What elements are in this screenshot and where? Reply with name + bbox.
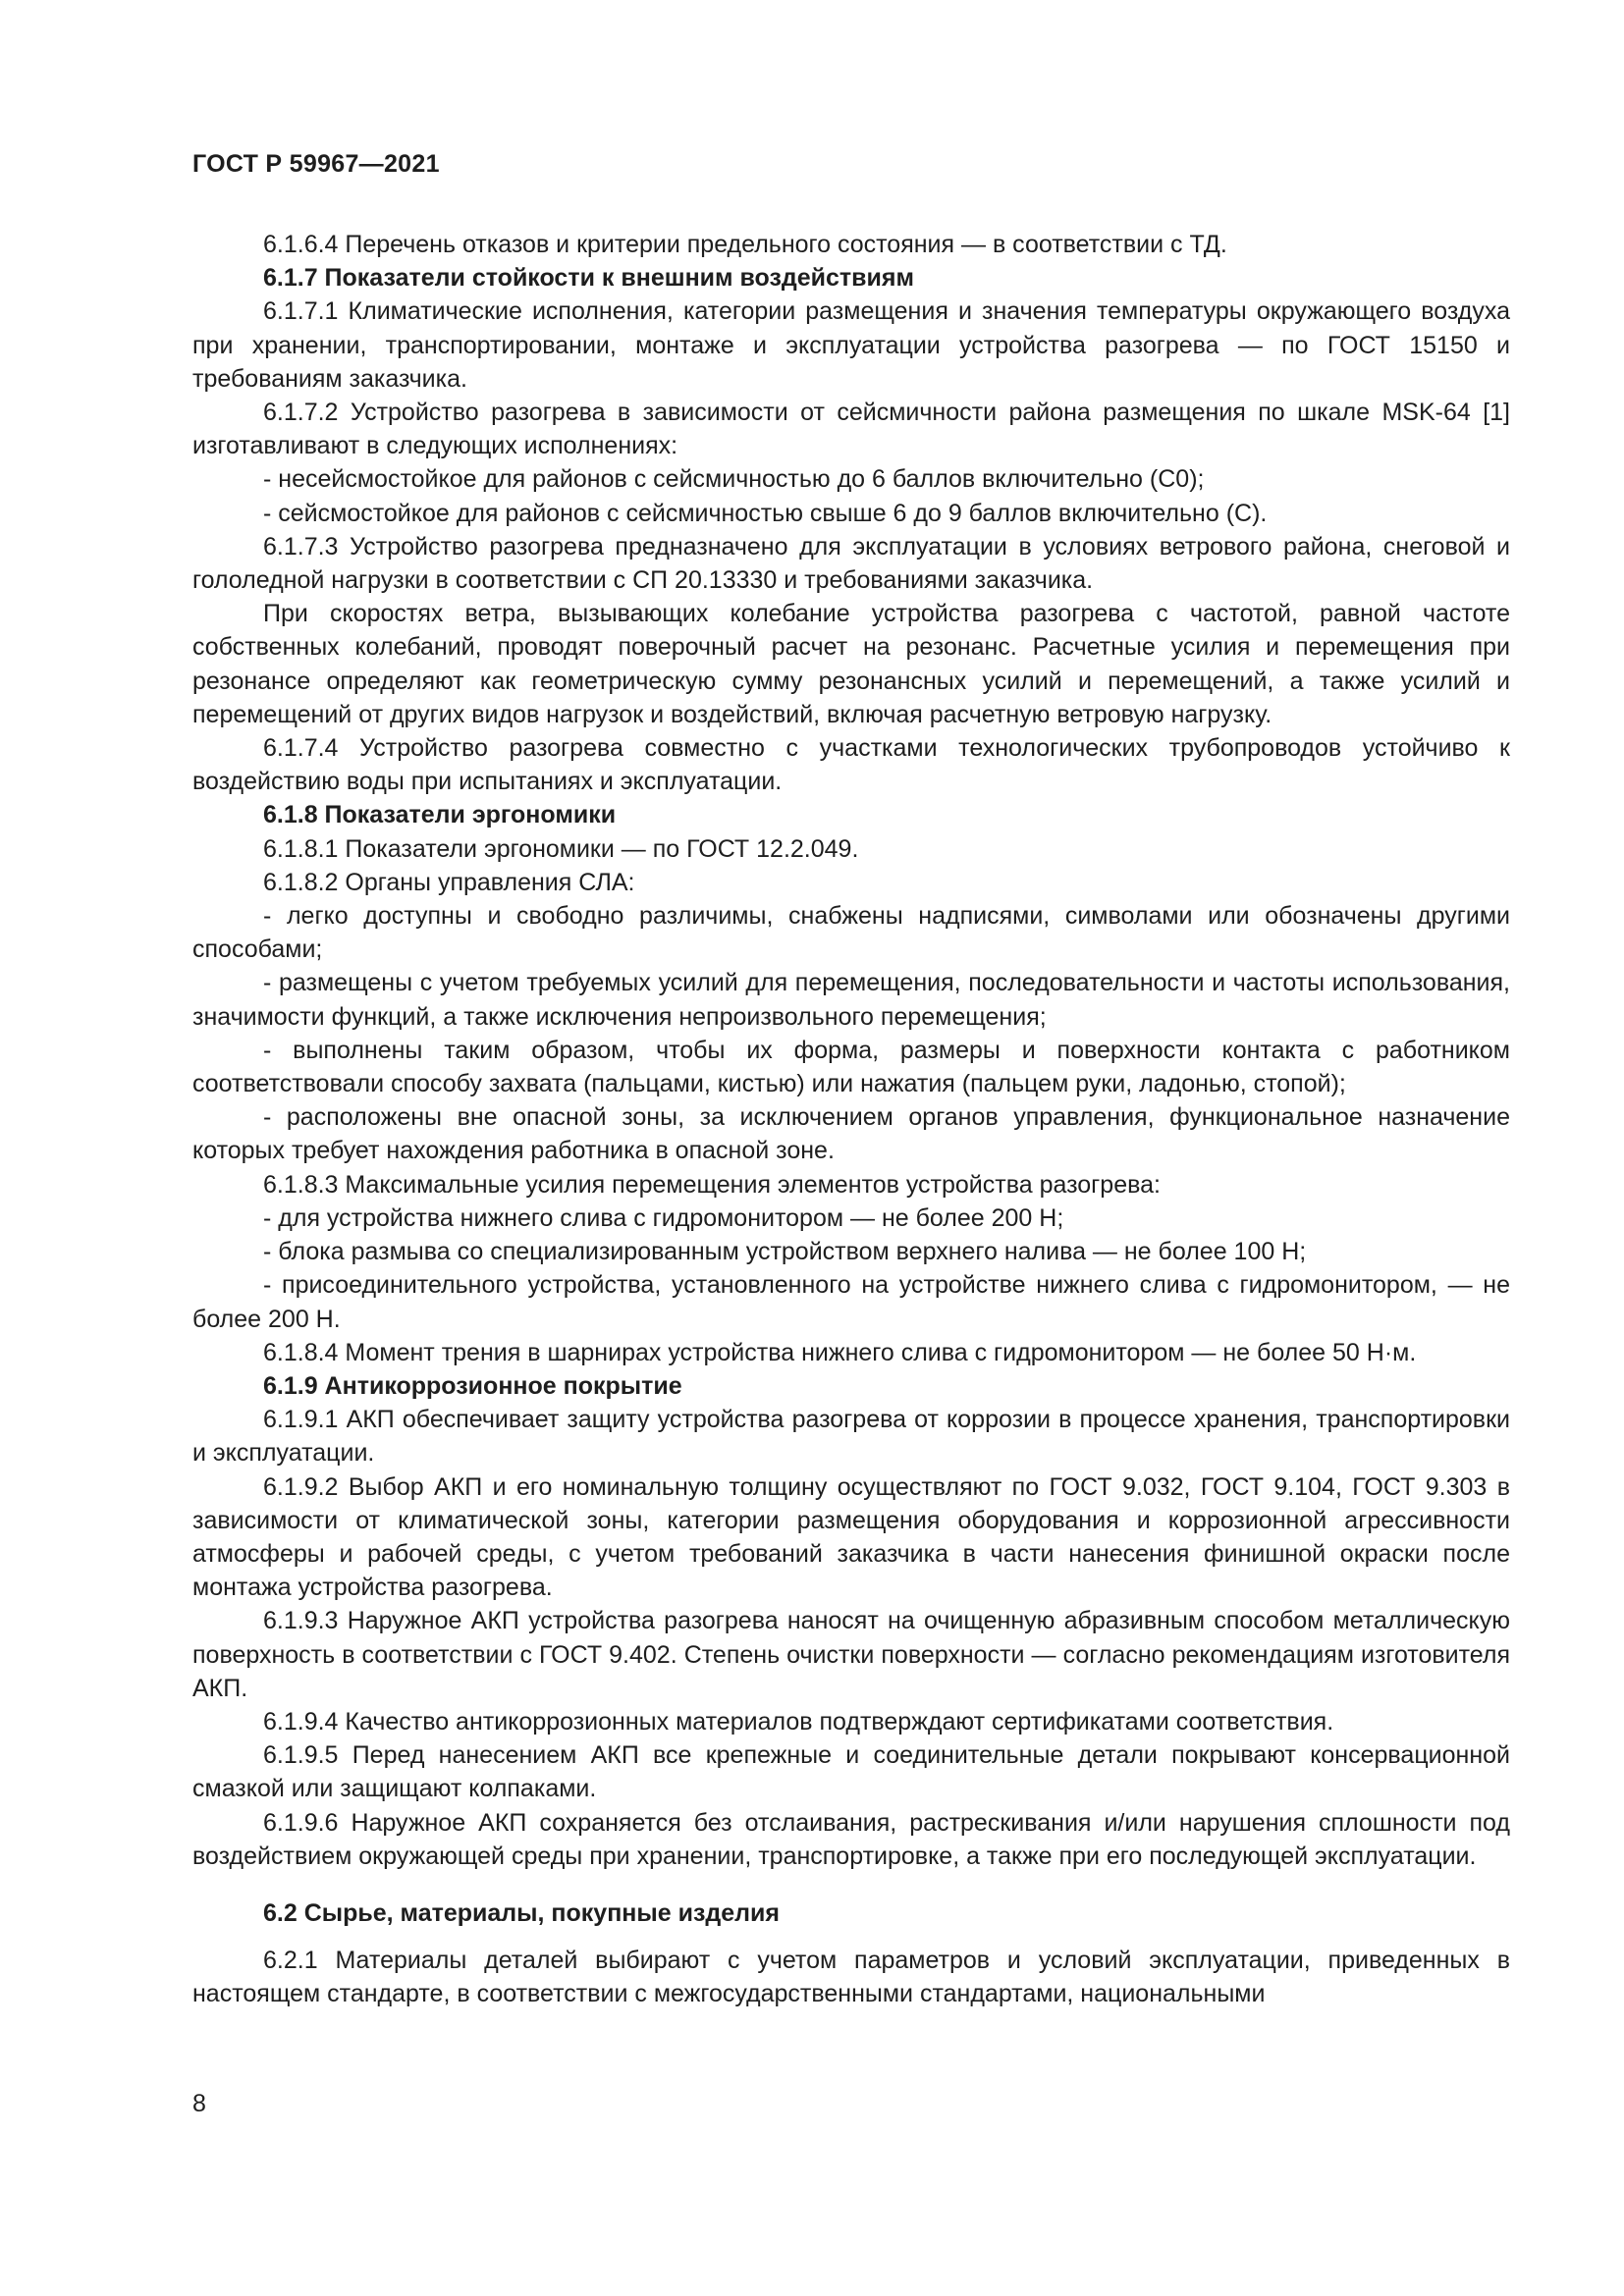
list-item: - блока размыва со специализированным устройством верхнего налива — не более 100 Н;	[263, 1238, 1307, 1266]
paragraph: 6.1.9.1 АКП обеспечивает защиту устройства разогрева от коррозии в процессе хранения, транспортировки и эксплуатации.	[192, 1406, 1510, 1468]
document-header: ГОСТ Р 59967—2021	[192, 150, 440, 178]
section-heading: 6.1.9 Антикоррозионное покрытие	[263, 1371, 682, 1400]
paragraph: 6.1.6.4 Перечень отказов и критерии предельного состояния — в соответствии с ТД.	[263, 231, 1227, 258]
paragraph: 6.1.8.2 Органы управления СЛА:	[263, 868, 635, 896]
list-item: - сейсмостойкое для районов с сейсмичностью свыше 6 до 9 баллов включительно (С).	[263, 499, 1268, 527]
list-item: - присоединительного устройства, установленного на устройстве нижнего слива с гидромонитором, — не более 200 Н.	[192, 1271, 1510, 1333]
paragraph: 6.1.7.2 Устройство разогрева в зависимости от сейсмичности района размещения по шкале MSK-64 [1] изготавливают в следующих исполнениях:	[192, 399, 1510, 460]
paragraph: 6.1.8.1 Показатели эргономики — по ГОСТ 12.2.049.	[263, 834, 859, 863]
paragraph: 6.1.8.4 Момент трения в шарнирах устройства нижнего слива с гидромонитором — не более 50 Н·м.	[263, 1338, 1417, 1366]
list-item: - несейсмостойкое для районов с сейсмичностью до 6 баллов включительно (С0);	[263, 465, 1205, 494]
list-item: - для устройства нижнего слива с гидромонитором — не более 200 Н;	[263, 1203, 1064, 1232]
paragraph: При скоростях ветра, вызывающих колебание устройства разогрева с частотой, равной частоте собственных колебаний, проводят поверочный расчет на резонанс. Расчетные усилия и перемещения при резонансе определяют как геометрическую сумму резонансных усилий и перемещений, а также усилий и перемещений от других видов нагрузок и воздействий, включая расчетную ветровую нагрузку.	[192, 600, 1510, 728]
section-heading: 6.2 Сырье, материалы, покупные изделия	[263, 1898, 781, 1927]
paragraph: 6.1.9.6 Наружное АКП сохраняется без отслаивания, растрескивания и/или нарушения сплошности под воздействием окружающей среды при хранении, транспортировке, а также при его последующей эксплуатации.	[192, 1808, 1510, 1870]
list-item: - выполнены таким образом, чтобы их форма, размеры и поверхности контакта с работником соответствовали способу захвата (пальцами, кистью) или нажатия (пальцем руки, ладонью, стопой);	[192, 1036, 1510, 1098]
list-item: - расположены вне опасной зоны, за исключением органов управления, функциональное назначение которых требует нахождения работника в опасной зоне.	[192, 1103, 1510, 1165]
paragraph: 6.1.7.1 Климатические исполнения, категории размещения и значения температуры окружающего воздуха при хранении, транспортировании, монтаже и эксплуатации устройства разогрева — по ГОСТ 15150 и требованиям заказчика.	[192, 297, 1510, 393]
section-heading: 6.1.8 Показатели эргономики	[263, 801, 617, 829]
list-item: - легко доступны и свободно различимы, снабжены надписями, символами или обозначены другими способами;	[192, 902, 1510, 964]
list-item: - размещены с учетом требуемых усилий для перемещения, последовательности и частоты использования, значимости функций, а также исключения непроизвольного перемещения;	[192, 969, 1510, 1031]
page-number: 8	[192, 2090, 206, 2117]
paragraph: 6.1.9.5 Перед нанесением АКП все крепежные и соединительные детали покрывают консервационной смазкой или защищают колпаками.	[192, 1741, 1510, 1803]
paragraph: 6.1.9.4 Качество антикоррозионных материалов подтверждают сертификатами соответствия.	[263, 1707, 1334, 1735]
paragraph: 6.1.7.4 Устройство разогрева совместно с участками технологических трубопроводов устойчиво к воздействию воды при испытаниях и эксплуатации.	[192, 734, 1510, 796]
document-body	[192, 228, 1510, 2011]
paragraph: 6.1.7.3 Устройство разогрева предназначено для эксплуатации в условиях ветрового района, снеговой и гололедной нагрузки в соответствии с СП 20.13330 и требованиями заказчика.	[192, 532, 1510, 595]
paragraph: 6.1.9.2 Выбор АКП и его номинальную толщину осуществляют по ГОСТ 9.032, ГОСТ 9.104, ГОСТ 9.303 в зависимости от климатической зоны, категории размещения оборудования и коррозионной агрессивности атмосферы и рабочей среды, с учетом требований заказчика в части нанесения финишной окраски после монтажа устройства разогрева.	[192, 1472, 1510, 1602]
paragraph: 6.1.9.3 Наружное АКП устройства разогрева наносят на очищенную абразивным способом металлическую поверхность в соответствии с ГОСТ 9.402. Степень очистки поверхности — согласно рекомендациям изготовителя АКП.	[192, 1607, 1510, 1702]
section-heading: 6.1.7 Показатели стойкости к внешним воздействиям	[263, 264, 914, 293]
paragraph: 6.1.8.3 Максимальные усилия перемещения элементов устройства разогрева:	[263, 1170, 1161, 1199]
paragraph: 6.2.1 Материалы деталей выбирают с учетом параметров и условий эксплуатации, приведенных в настоящем стандарте, в соответствии с межгосударственными стандартами, национальными	[192, 1947, 1510, 2008]
